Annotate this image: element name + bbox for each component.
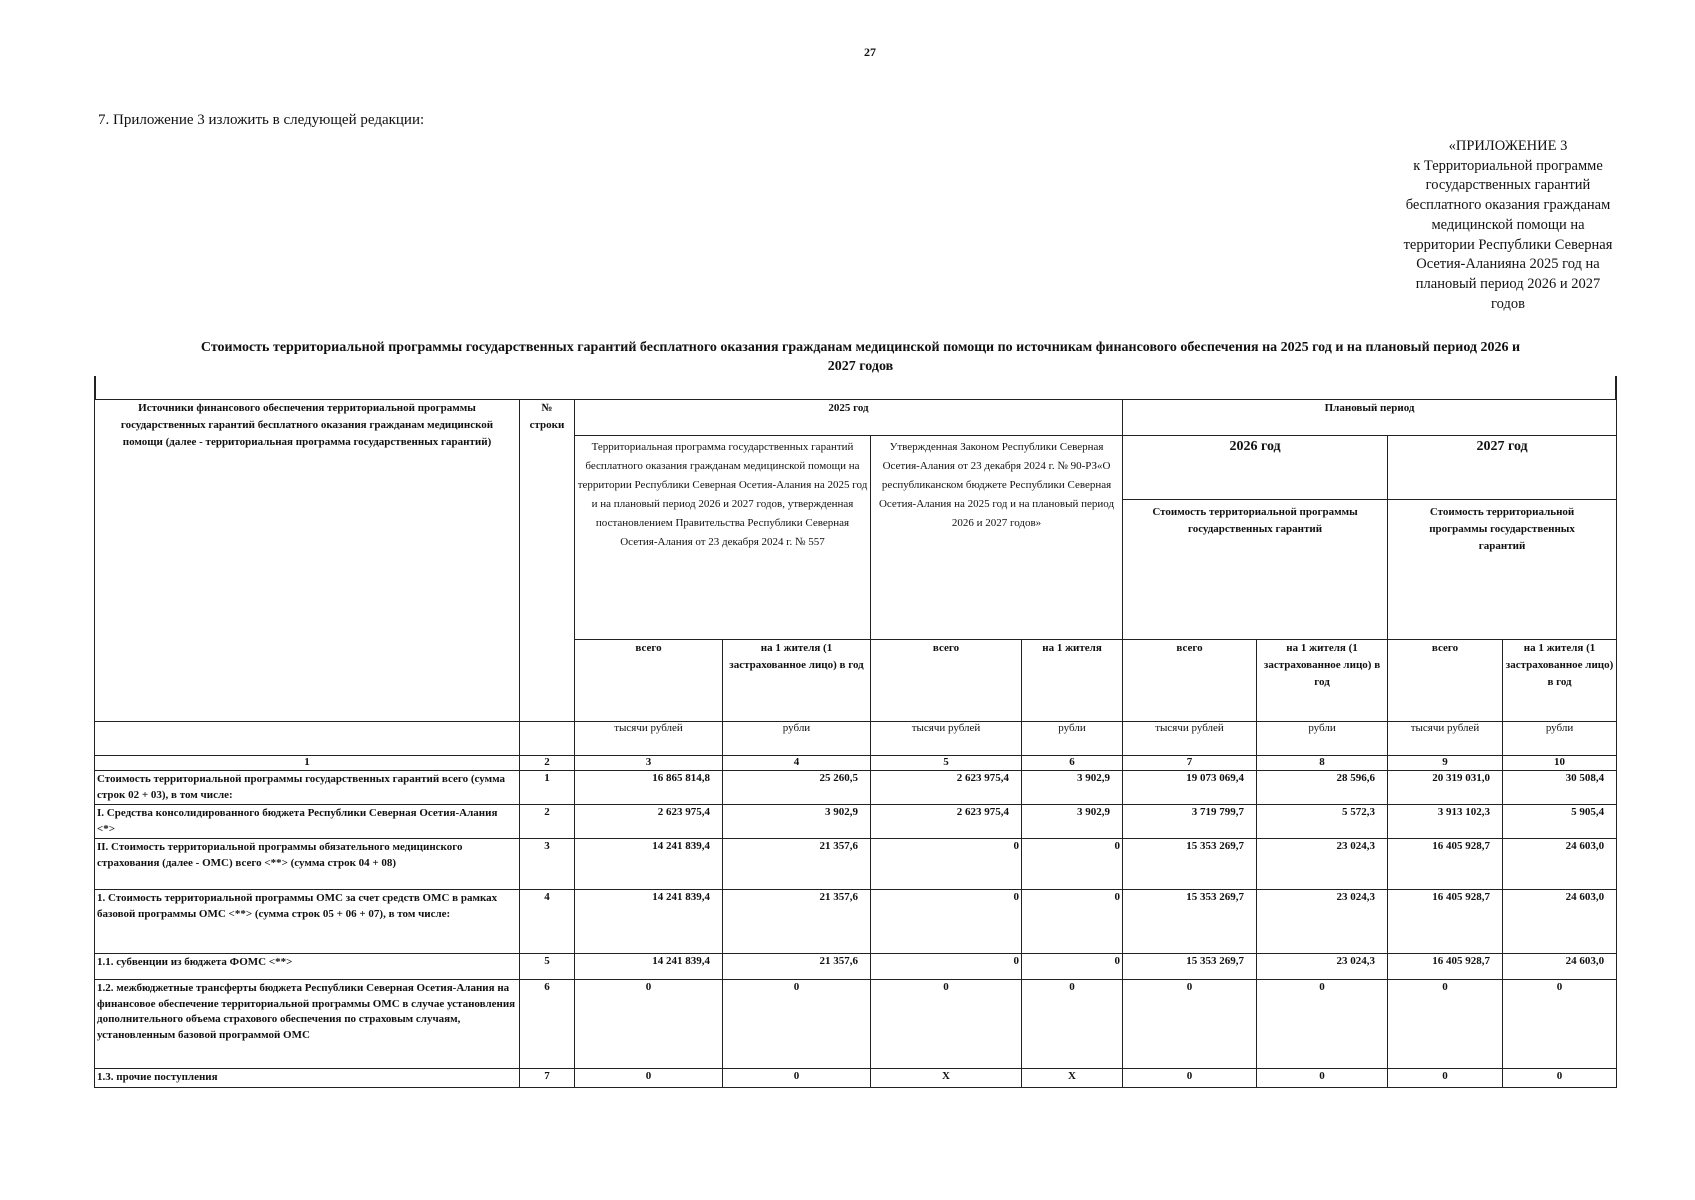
table-row (95, 839, 1617, 890)
row-value: 2 623 975,4 (871, 771, 1022, 805)
row-line-number: 5 (520, 954, 575, 980)
row-value: 25 260,5 (723, 771, 871, 805)
header-year-2027: 2027 год (1388, 436, 1617, 500)
row-value: X (1022, 1069, 1123, 1088)
row-line-number: 4 (520, 890, 575, 954)
row-value: 24 603,0 (1503, 890, 1617, 954)
header-planned-period: Плановый период (1123, 400, 1617, 436)
row-value: 0 (1503, 1069, 1617, 1088)
column-number: 4 (723, 756, 871, 771)
header-year-2026: 2026 год (1123, 436, 1388, 500)
table-row (95, 1069, 1617, 1088)
row-value: 16 405 928,7 (1388, 890, 1503, 954)
row-value: 0 (871, 980, 1022, 1069)
row-value: 0 (1388, 1069, 1503, 1088)
unit-empty (95, 722, 520, 756)
row-value: 3 902,9 (723, 805, 871, 839)
appendix-line: государственных гарантий (1425, 177, 1591, 194)
row-value: 0 (1257, 1069, 1388, 1088)
row-value: 0 (1022, 890, 1123, 954)
header-line-number (520, 400, 575, 722)
row-value: 23 024,3 (1257, 890, 1388, 954)
header-per-resident-insured: на 1 жителя (1 застрахованное лицо) в год (1503, 640, 1617, 722)
row-line-number: 7 (520, 1069, 575, 1088)
row-source: I. Средства консолидированного бюджета Республики Северная Осетия-Алания <*> (95, 805, 520, 839)
row-line-number: 2 (520, 805, 575, 839)
row-value: 3 913 102,3 (1388, 805, 1503, 839)
row-value: 19 073 069,4 (1123, 771, 1257, 805)
frame-line-right (1615, 376, 1617, 400)
unit-rubles: рубли (1022, 722, 1123, 756)
column-number: 2 (520, 756, 575, 771)
table-row (95, 980, 1617, 1069)
row-line-number: 3 (520, 839, 575, 890)
row-value: 15 353 269,7 (1123, 890, 1257, 954)
row-value: 0 (723, 1069, 871, 1088)
row-value: 0 (1123, 1069, 1257, 1088)
row-value: 24 603,0 (1503, 839, 1617, 890)
row-value: 2 623 975,4 (871, 805, 1022, 839)
header-program-2025: Территориальная программа государственных гарантий бесплатного оказания гражданам медицинской помощи на территории Республики Северная Осетия-Алания на 2025 год и на плановый период 2026 и 2027 годов, утвержденная постановлением Правительства Республики Северная Осетия-Алания от 23 декабря 2024 г. № 557 (575, 436, 871, 640)
header-per-resident-insured: на 1 жителя (1 застрахованное лицо) в год (723, 640, 871, 722)
column-number: 7 (1123, 756, 1257, 771)
table-row (95, 954, 1617, 980)
row-value: 3 719 799,7 (1123, 805, 1257, 839)
header-total: всего (575, 640, 723, 722)
appendix-line: плановый период 2026 и 2027 (1415, 275, 1601, 292)
column-number: 3 (575, 756, 723, 771)
row-value: 0 (723, 980, 871, 1069)
unit-thousand-rubles: тысячи рублей (1388, 722, 1503, 756)
header-source-column: Источники финансового обеспечения территориальной программы государственных гарантий бесплатного оказания гражданам медицинской помощи (далее - территориальная программа государственных гарантий) (95, 400, 520, 722)
table-title-line: 2027 годов (827, 359, 894, 374)
table-row (95, 805, 1617, 839)
row-value: 20 319 031,0 (1388, 771, 1503, 805)
row-value: 3 902,9 (1022, 771, 1123, 805)
appendix-line: медицинской помощи на (1431, 216, 1585, 233)
column-number: 6 (1022, 756, 1123, 771)
header-cost-2027: Стоимость территориальной программы государственных гарантий (1388, 500, 1617, 640)
row-value: 24 603,0 (1503, 954, 1617, 980)
row-source: 1.1. субвенции из бюджета ФОМС <**> (95, 954, 520, 980)
unit-rubles: рубли (1257, 722, 1388, 756)
row-value: 14 241 839,4 (575, 839, 723, 890)
row-value: 3 902,9 (1022, 805, 1123, 839)
row-value: 0 (1123, 980, 1257, 1069)
row-value: 0 (1388, 980, 1503, 1069)
row-value: X (871, 1069, 1022, 1088)
row-value: 0 (871, 839, 1022, 890)
row-value: 14 241 839,4 (575, 890, 723, 954)
row-value: 0 (575, 980, 723, 1069)
header-total: всего (871, 640, 1022, 722)
appendix-line: годов (1491, 295, 1525, 312)
column-number: 10 (1503, 756, 1617, 771)
row-value: 0 (1257, 980, 1388, 1069)
unit-rubles: рубли (1503, 722, 1617, 756)
table-row (95, 771, 1617, 805)
row-value: 28 596,6 (1257, 771, 1388, 805)
page-number: 27 (864, 45, 876, 59)
row-value: 0 (1022, 954, 1123, 980)
row-value: 21 357,6 (723, 954, 871, 980)
appendix-heading (1370, 137, 1646, 314)
table-title (108, 338, 1613, 376)
appendix-line: к Территориальной программе (1413, 157, 1603, 174)
row-source: Стоимость территориальной программы государственных гарантий всего (сумма строк 02 + 03), в том числе: (95, 771, 520, 805)
row-value: 30 508,4 (1503, 771, 1617, 805)
row-value: 14 241 839,4 (575, 954, 723, 980)
row-value: 15 353 269,7 (1123, 839, 1257, 890)
row-value: 0 (1022, 980, 1123, 1069)
table-title-line: Стоимость территориальной программы государственных гарантий бесплатного оказания гражданам медицинской помощи по источникам финансового обеспечения на 2025 год и на плановый период 2026 и (200, 340, 1521, 355)
row-source: II. Стоимость территориальной программы обязательного медицинского страхования (далее - ОМС) всего <**> (сумма строк 04 + 08) (95, 839, 520, 890)
row-line-number: 1 (520, 771, 575, 805)
frame-line-left (94, 376, 96, 400)
unit-thousand-rubles: тысячи рублей (575, 722, 723, 756)
appendix-line: территории Республики Северная (1403, 236, 1613, 253)
row-value: 23 024,3 (1257, 954, 1388, 980)
row-value: 21 357,6 (723, 839, 871, 890)
unit-thousand-rubles: тысячи рублей (871, 722, 1022, 756)
row-source: 1.2. межбюджетные трансферты бюджета Республики Северная Осетия-Алания на финансовое обеспечение территориальной программы ОМС в случае установления дополнительного объема страхового обеспечения по страховым случаям, установленным базовой программой ОМС (95, 980, 520, 1069)
column-number: 1 (95, 756, 520, 771)
row-value: 5 905,4 (1503, 805, 1617, 839)
header-cost-2026: Стоимость территориальной программы государственных гарантий (1123, 500, 1388, 640)
row-source: 1.3. прочие поступления (95, 1069, 520, 1088)
row-value: 16 405 928,7 (1388, 839, 1503, 890)
appendix-line: бесплатного оказания гражданам (1405, 197, 1611, 214)
row-value: 5 572,3 (1257, 805, 1388, 839)
row-value: 16 405 928,7 (1388, 954, 1503, 980)
column-number: 5 (871, 756, 1022, 771)
row-value: 15 353 269,7 (1123, 954, 1257, 980)
appendix-line: «ПРИЛОЖЕНИЕ 3 (1448, 138, 1568, 154)
header-per-resident-insured: на 1 жителя (1 застрахованное лицо) в год (1257, 640, 1388, 722)
column-number: 9 (1388, 756, 1503, 771)
row-value: 2 623 975,4 (575, 805, 723, 839)
row-value: 0 (1503, 980, 1617, 1069)
header-total: всего (1123, 640, 1257, 722)
row-value: 0 (575, 1069, 723, 1088)
financing-table (94, 399, 1617, 1088)
header-line-number-symbol: № (541, 402, 553, 414)
row-value: 23 024,3 (1257, 839, 1388, 890)
row-source: 1. Стоимость территориальной программы ОМС за счет средств ОМС в рамках базовой программы ОМС <**> (сумма строк 05 + 06 + 07), в том числе: (95, 890, 520, 954)
column-number: 8 (1257, 756, 1388, 771)
row-value: 0 (871, 954, 1022, 980)
table-row (95, 890, 1617, 954)
unit-rubles: рубли (723, 722, 871, 756)
unit-empty (520, 722, 575, 756)
appendix-line: Осетия-Аланияна 2025 год на (1416, 256, 1600, 273)
header-law-2025: Утвержденная Законом Республики Северная Осетия-Алания от 23 декабря 2024 г. № 90-РЗ«О республиканском бюджете Республики Северная Осетия-Алания на 2025 год и на плановый период 2026 и 2027 годов» (871, 436, 1123, 640)
header-year-2025: 2025 год (575, 400, 1123, 436)
row-value: 0 (1022, 839, 1123, 890)
row-value: 16 865 814,8 (575, 771, 723, 805)
header-total: всего (1388, 640, 1503, 722)
header-line-number-word: строки (529, 419, 565, 431)
unit-thousand-rubles: тысячи рублей (1123, 722, 1257, 756)
intro-text: 7. Приложение 3 изложить в следующей редакции: (98, 112, 425, 128)
row-value: 0 (871, 890, 1022, 954)
row-value: 21 357,6 (723, 890, 871, 954)
row-line-number: 6 (520, 980, 575, 1069)
header-per-resident: на 1 жителя (1022, 640, 1123, 722)
